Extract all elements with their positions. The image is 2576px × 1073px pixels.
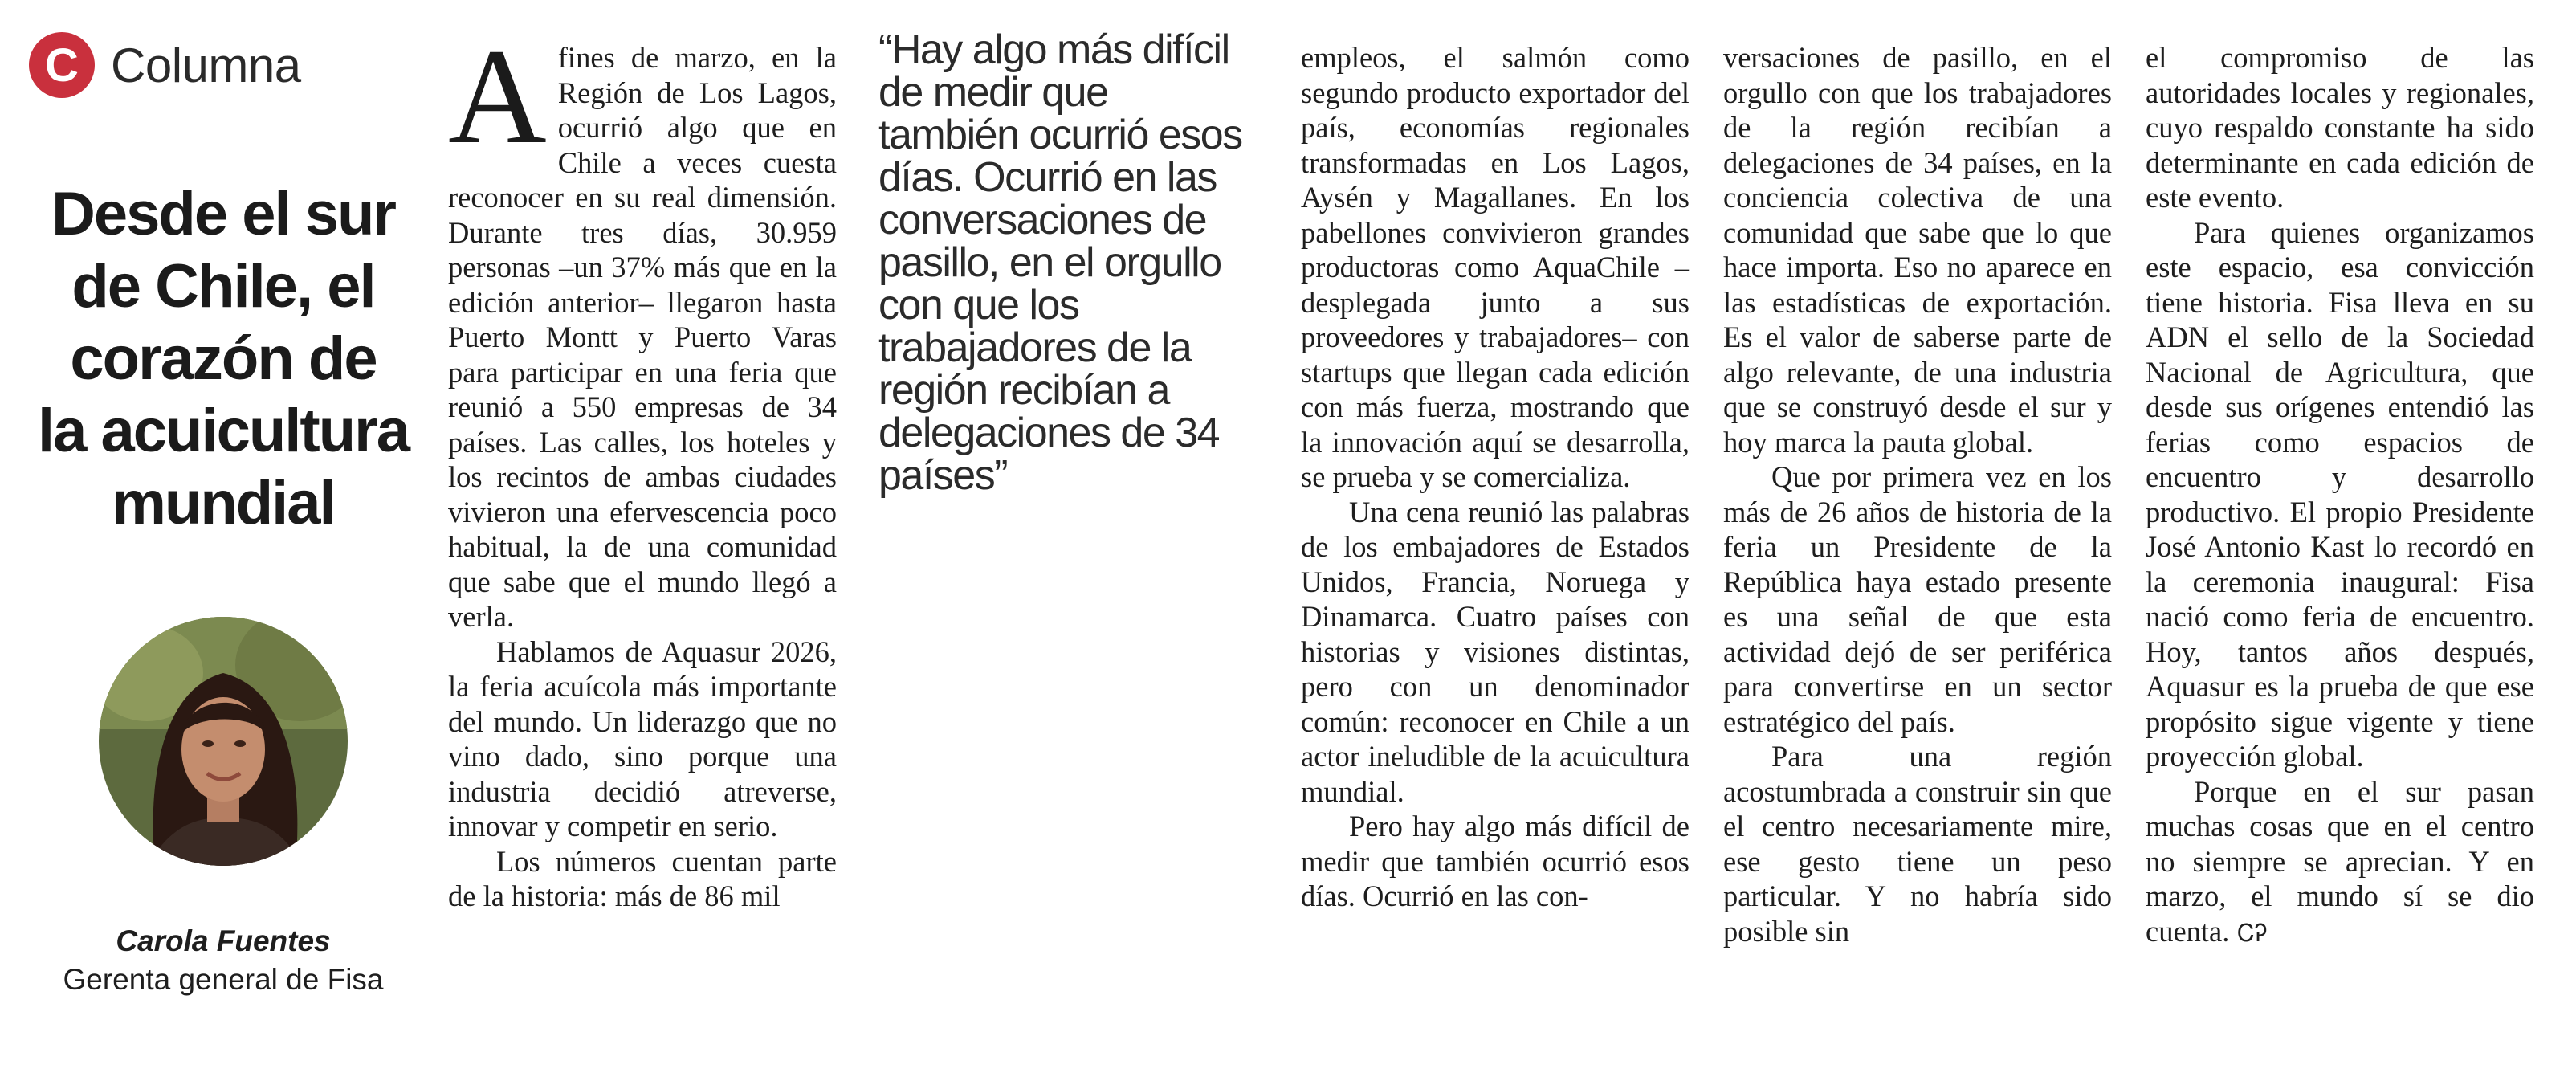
headline-line: la acuicultura (38, 397, 409, 465)
paragraph: Pero hay algo más difícil de medir que también ocurrió esos días. Ocurrió en las con- (1301, 810, 1689, 912)
headline-line: mundial (112, 469, 335, 537)
section-badge-icon: C (29, 32, 95, 98)
headline-line: corazón de (70, 324, 377, 393)
author-portrait-image (99, 617, 348, 866)
paragraph: Los números cuentan parte de la historia: más de 86 mil (448, 844, 837, 912)
section-label: Columna (111, 38, 301, 92)
paragraph: Hablamos de Aquasur 2026, la feria acuícola más importante del mundo. Un liderazgo que no vino dado, sino porque una industria decidió atreverse, innovar y competir en serio. (448, 634, 837, 842)
paragraph: Para una región acostumbrada a construir sin que el centro necesariamente mire, ese gesto tiene un peso particular. Y no habría sido posible sin (1723, 740, 2112, 948)
end-mark-icon: ᏟᎮ (2237, 920, 2268, 947)
article-column-1 (448, 21, 837, 914)
paragraph: Que por primera vez en los más de 26 años de historia de la feria un Presidente de la República haya estado presente es una señal de que esta actividad dejó de ser periférica para convertirse en un sector estratégico del país. (1723, 460, 2112, 738)
paragraph-text: fines de marzo, en la Región de Los Lagos, ocurrió algo que en Chile a veces cuesta reconocer en su real dimensión. Durante tres días, 30.959 personas –un 37% más que en la edición anterior– llegaron hasta Puerto Montt y Puerto Varas para participar en una feria que reunió a 550 empresas de 34 países. Las calles, los hoteles y los recintos de ambas ciudades vivieron una efervescencia poco habitual, la de una comunidad que sabe que el mundo llegó a verla. (448, 41, 837, 633)
paragraph: Una cena reunió las palabras de los embajadores de Estados Unidos, Francia, Noruega y Dinamarca. Cuatro países con historias y visiones distintas, pero con un denominador común: reconocer en Chile a un actor ineludible de la acuicultura mundial. (1301, 495, 1689, 808)
author-photo (99, 617, 348, 866)
author-byline (29, 922, 418, 999)
paragraph: el compromiso de las autoridades locales y regionales, cuyo respaldo constante ha sido determinante en cada edición de este evento. (2146, 41, 2534, 214)
article-column-4 (1723, 40, 2112, 949)
article-column-5 (2146, 40, 2534, 951)
headline-line: de Chile, el (71, 252, 375, 320)
paragraph: versaciones de pasillo, en el orgullo con que los trabajadores de la región recibían a delegaciones de 34 países, en la conciencia colectiva de una comunidad que sabe que lo que hace importa. Eso no aparece en las estadísticas de exportación. Es el valor de saberse parte de algo relevante, de una industria que se construyó desde el sur y hoy marca la pauta global. (1723, 41, 2112, 459)
drop-cap: A (448, 21, 547, 172)
sidebar (29, 32, 418, 996)
section-header (29, 32, 418, 98)
paragraph: Para quienes organizamos este espacio, esa convicción tiene historia. Fisa lleva en su ADN el sello de la Sociedad Nacional de Agricultura, que desde sus orígenes entendió las ferias como espacios de encuentro y desarrollo productivo. El propio Presidente José Antonio Kast lo recordó en la ceremonia inaugural: Fisa nació como feria de encuentro. Hoy, tantos años después, Aquasur es la prueba de que ese propósito sigue vigente y tiene proyección global. (2146, 215, 2534, 773)
paragraph (448, 21, 837, 634)
author-role: Gerenta general de Fisa (63, 963, 384, 996)
article-column-3 (1301, 40, 1689, 914)
headline (29, 178, 418, 540)
author-name: Carola Fuentes (116, 924, 331, 957)
pull-quote: “Hay algo más difícil de medir que también ocurrió esos días. Ocurrió en las conversaciones de pasillo, en el orgullo con que los trabajadores de la región recibían a delegaciones de 34 países” (878, 27, 1242, 499)
paragraph: empleos, el salmón como segundo producto exportador del país, economías regionales transformadas en Los Lagos, Aysén y Magallanes. En los pabellones convivieron grandes productoras como AquaChile –desplegada junto a sus proveedores y trabajadores– con startups que llegan cada edición con más fuerza, mostrando que la innovación aquí se desarrolla, se prueba y se comercializa. (1301, 41, 1689, 493)
paragraph-text: Porque en el sur pasan muchas cosas que en el centro no siempre se aprecian. Y en marzo, el mundo sí se dio cuenta. (2146, 774, 2534, 948)
paragraph (2146, 774, 2534, 952)
headline-line: Desde el sur (51, 180, 395, 248)
